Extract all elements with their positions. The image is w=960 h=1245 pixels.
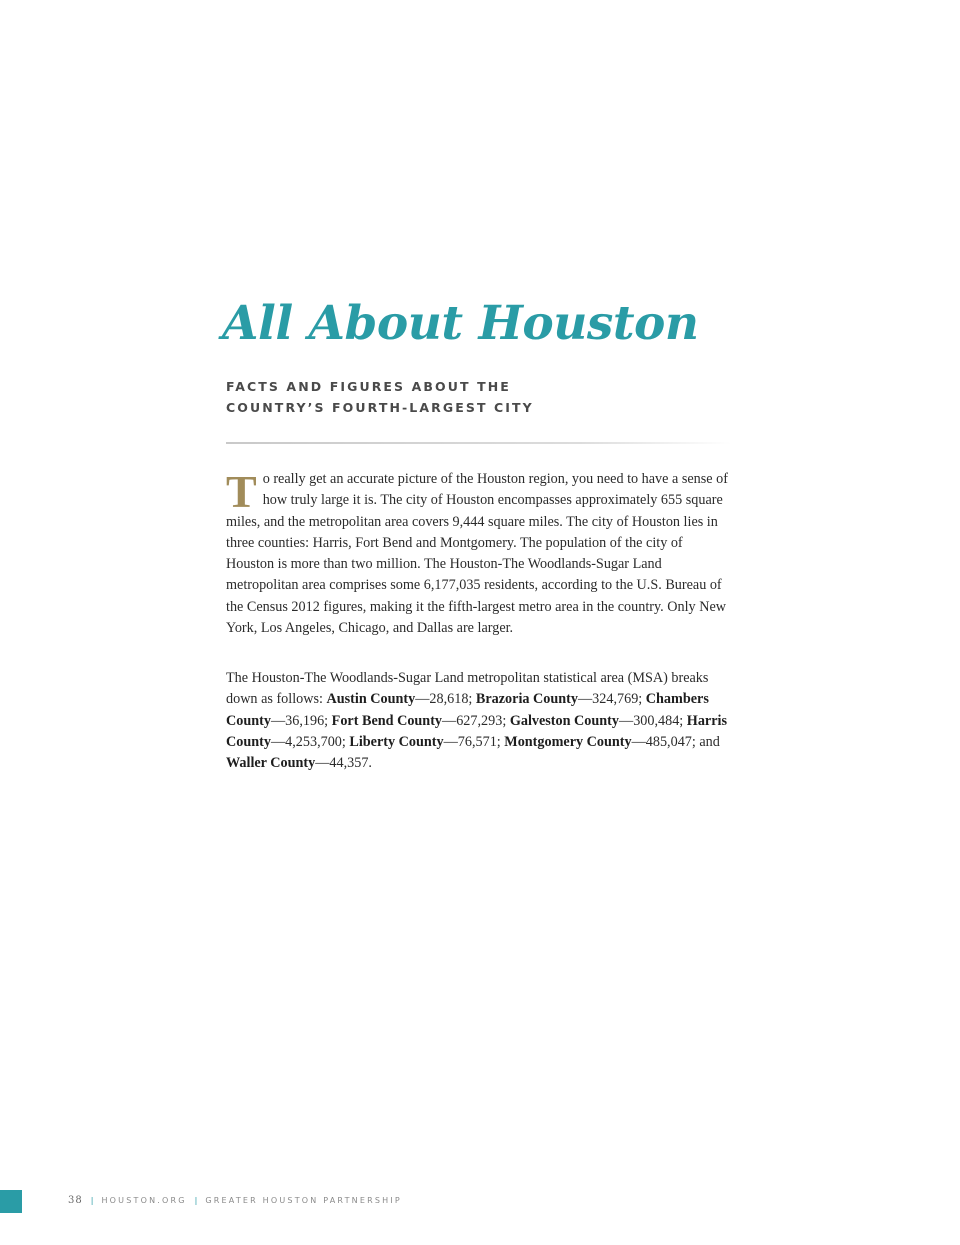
county-value-galveston: —300,484; — [619, 712, 687, 729]
drop-cap: T — [226, 466, 257, 517]
county-name-brazoria: Brazoria County — [475, 691, 578, 708]
county-value-austin: —28,618; — [415, 691, 476, 708]
county-name-fort-bend: Fort Bend County — [331, 712, 443, 729]
county-name-liberty: Liberty County — [349, 733, 444, 750]
footer-site-link[interactable]: HOUSTON.ORG — [101, 1196, 187, 1205]
subtitle-line-2: COUNTRY’S FOURTH-LARGEST CITY — [226, 400, 534, 415]
county-name-harris: Harris County — [226, 712, 727, 750]
county-value-chambers: —36,196; — [270, 712, 332, 729]
page-subtitle — [226, 376, 646, 418]
intro-text: o really get an accurate picture of the Houston region, you need to have a sense of how truly large it is. The city of Houston encompasses approximately 655 square miles, and the metropolitan area covers 9,444 square miles. The city of Houston lies in three counties: Harris, Fort Bend and Montgomery. The population of the city of Houston is more than two million. The Houston-The Woodlands-Sugar Land metropolitan area comprises some 6,177,035 residents, according to the U.S. Bureau of the Census 2012 figures, making it the fifth-largest metro area in the country. Only New York, Los Angeles, Chicago, and Dallas are larger. — [226, 471, 728, 637]
page-title: All About Houston — [222, 296, 699, 351]
county-value-harris: —4,253,700; — [270, 733, 350, 750]
county-value-brazoria: —324,769; — [577, 691, 646, 708]
subtitle-line-1: FACTS AND FIGURES ABOUT THE — [226, 379, 511, 394]
county-value-montgomery: —485,047; and — [631, 733, 720, 750]
msa-paragraph — [226, 668, 733, 774]
page-number: 38 — [68, 1195, 83, 1206]
msa-lead-text: The Houston-The Woodlands-Sugar Land metropolitan statistical area (MSA) breaks down as follows: — [226, 670, 709, 708]
footer-separator: | — [90, 1196, 94, 1205]
county-name-waller: Waller County — [226, 755, 316, 772]
county-name-austin: Austin County — [326, 691, 416, 708]
divider-rule — [226, 442, 731, 444]
page-footer — [68, 1195, 402, 1206]
footer-org-name: GREATER HOUSTON PARTNERSHIP — [205, 1196, 402, 1205]
county-name-chambers: Chambers County — [226, 691, 709, 729]
county-name-montgomery: Montgomery County — [504, 733, 632, 750]
county-value-liberty: —76,571; — [443, 733, 505, 750]
footer-accent-square — [0, 1190, 22, 1213]
county-name-galveston: Galveston County — [509, 712, 619, 729]
footer-separator: | — [194, 1196, 198, 1205]
intro-paragraph — [226, 466, 733, 639]
county-value-fort-bend: —627,293; — [442, 712, 510, 729]
county-value-waller: —44,357. — [315, 755, 372, 772]
